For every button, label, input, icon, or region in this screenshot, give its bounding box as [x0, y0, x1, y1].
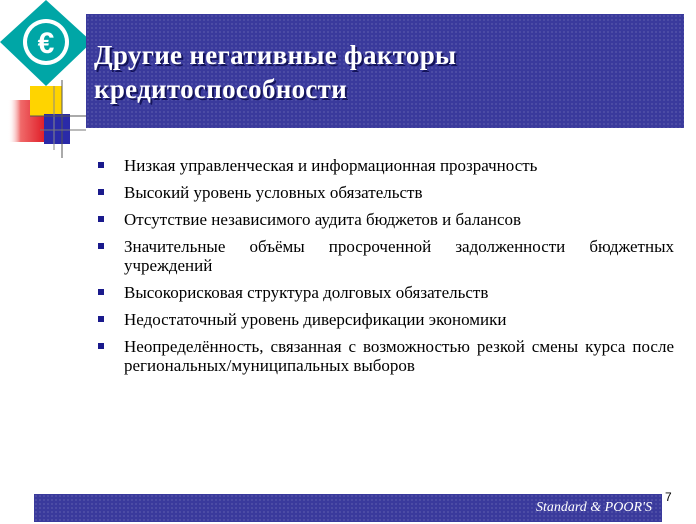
bullet-item — [96, 237, 674, 275]
bullet-list — [96, 156, 674, 383]
euro-sign-icon: € — [37, 27, 55, 60]
bullet-item — [96, 210, 674, 229]
bullet-item — [96, 337, 674, 375]
bullet-text: Неопределённость, связанная с возможностью резкой смены курса после региональных/муниципальных выборов — [124, 337, 674, 375]
bullet-text: Недостаточный уровень диверсификации экономики — [124, 310, 507, 329]
bullet-text: Отсутствие независимого аудита бюджетов и балансов — [124, 210, 522, 229]
slide-title-line-1: Другие негативные факторы — [94, 40, 457, 70]
bullet-square-icon — [98, 289, 104, 295]
bullet-item — [96, 183, 674, 202]
bullet-square-icon — [98, 216, 104, 222]
bullet-square-icon — [98, 243, 104, 249]
bullet-text: Значительные объёмы просроченной задолженности бюджетных учреждений — [124, 237, 674, 275]
slide-title — [94, 38, 674, 106]
slide-title-line-2: кредитоспособности — [94, 74, 348, 104]
bullet-square-icon — [98, 162, 104, 168]
bullet-square-icon — [98, 189, 104, 195]
footer-brand: Standard & POOR'S — [535, 500, 652, 515]
bullet-item — [96, 156, 674, 175]
footer-band — [34, 494, 662, 522]
bullet-text: Низкая управленческая и информационная прозрачность — [124, 156, 538, 175]
bullet-item — [96, 283, 674, 302]
euro-logo-icon — [0, 0, 92, 160]
bullet-text: Высокий уровень условных обязательств — [124, 183, 423, 202]
page-number: 7 — [665, 490, 672, 504]
bullet-item — [96, 310, 674, 329]
bullet-text: Высокорисковая структура долговых обязательств — [124, 283, 489, 302]
bullet-square-icon — [98, 343, 104, 349]
bullet-square-icon — [98, 316, 104, 322]
